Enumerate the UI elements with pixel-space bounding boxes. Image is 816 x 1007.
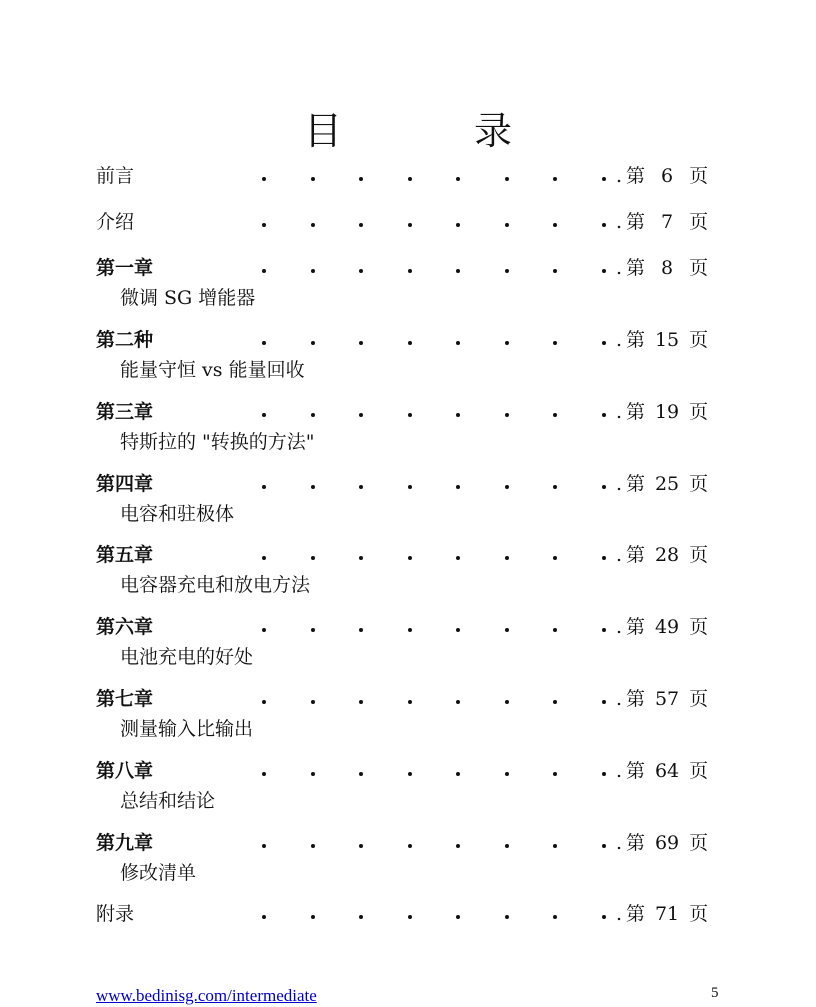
leader-dot-final: . <box>616 211 623 233</box>
toc-entry[interactable] <box>96 473 709 533</box>
page-word-prefix: 第 <box>626 165 646 187</box>
toc-entry-label: 前言 <box>96 165 135 187</box>
leader-dot-final: . <box>616 473 623 495</box>
leader-dot <box>408 700 412 704</box>
leader-dot <box>311 628 315 632</box>
leader-dot <box>602 341 606 345</box>
leader-dot <box>408 844 412 848</box>
leader-dot <box>505 269 509 273</box>
page-word-suffix: 页 <box>689 211 709 233</box>
leader-dot <box>262 556 266 560</box>
leader-dot <box>311 177 315 181</box>
page-word-prefix: 第 <box>626 401 646 423</box>
leader-dot <box>359 700 363 704</box>
leader-dot <box>359 177 363 181</box>
leader-dot <box>408 177 412 181</box>
leader-dot <box>408 628 412 632</box>
page-reference <box>616 211 708 233</box>
page-number-value: 6 <box>661 165 674 187</box>
page-reference <box>616 473 708 495</box>
toc-entry-subtitle: 能量守恒 vs 能量回收 <box>120 359 305 381</box>
page-reference <box>616 903 708 925</box>
leader-dot <box>505 177 509 181</box>
leader-dot <box>505 485 509 489</box>
toc-entry-label: 介绍 <box>96 211 135 233</box>
toc-entry[interactable] <box>96 257 709 317</box>
leader-dot <box>602 485 606 489</box>
leader-dot <box>456 413 460 417</box>
toc-entry-subtitle: 特斯拉的 "转换的方法" <box>120 431 315 453</box>
toc-entry-label: 第九章 <box>96 832 154 854</box>
page-word-prefix: 第 <box>626 688 646 710</box>
dot-leader <box>262 690 612 710</box>
leader-dot <box>408 915 412 919</box>
page-word-prefix: 第 <box>626 329 646 351</box>
toc-entry-label: 第八章 <box>96 760 154 782</box>
leader-dot <box>311 700 315 704</box>
leader-dot <box>602 223 606 227</box>
leader-dot <box>311 269 315 273</box>
leader-dot-final: . <box>616 329 623 351</box>
page-reference <box>616 688 708 710</box>
leader-dot <box>311 223 315 227</box>
dot-leader <box>262 475 612 495</box>
page-reference <box>616 760 708 782</box>
leader-dot <box>311 485 315 489</box>
dot-leader <box>262 618 612 638</box>
leader-dot <box>359 772 363 776</box>
leader-dot <box>262 485 266 489</box>
toc-entry[interactable] <box>96 616 709 676</box>
leader-dot <box>553 177 557 181</box>
page-number-value: 57 <box>654 688 680 710</box>
leader-dot <box>456 915 460 919</box>
leader-dot <box>456 700 460 704</box>
leader-dot <box>456 177 460 181</box>
leader-dot-final: . <box>616 544 623 566</box>
leader-dot <box>553 485 557 489</box>
toc-entry[interactable] <box>96 760 709 820</box>
leader-dot <box>262 269 266 273</box>
page-number-value: 28 <box>654 544 680 566</box>
page-number-value: 64 <box>654 760 680 782</box>
page-reference <box>616 616 708 638</box>
leader-dot <box>262 844 266 848</box>
footer-link[interactable]: www.bedinisg.com/intermediate <box>96 986 317 1005</box>
toc-entry-subtitle: 修改清单 <box>120 862 197 884</box>
leader-dot <box>553 700 557 704</box>
leader-dot <box>602 844 606 848</box>
leader-dot <box>359 915 363 919</box>
page-word-prefix: 第 <box>626 616 646 638</box>
leader-dot <box>359 628 363 632</box>
leader-dot <box>408 556 412 560</box>
page-word-suffix: 页 <box>689 165 709 187</box>
page-reference <box>616 544 708 566</box>
leader-dot <box>553 269 557 273</box>
dot-leader <box>262 403 612 423</box>
leader-dot <box>359 485 363 489</box>
page-word-suffix: 页 <box>689 616 709 638</box>
page-reference <box>616 329 708 351</box>
leader-dot <box>553 556 557 560</box>
page-number-value: 7 <box>661 211 674 233</box>
leader-dot <box>553 915 557 919</box>
leader-dot <box>553 413 557 417</box>
toc-entry-subtitle: 电容和驻极体 <box>120 503 235 525</box>
leader-dot <box>408 772 412 776</box>
leader-dot-final: . <box>616 165 623 187</box>
toc-entry[interactable] <box>96 903 709 963</box>
dot-leader <box>262 546 612 566</box>
toc-entry-subtitle: 测量输入比输出 <box>120 718 254 740</box>
leader-dot <box>602 628 606 632</box>
leader-dot <box>505 413 509 417</box>
leader-dot <box>456 341 460 345</box>
page-word-suffix: 页 <box>689 903 709 925</box>
page-word-prefix: 第 <box>626 211 646 233</box>
page-number-value: 8 <box>661 257 674 279</box>
leader-dot <box>456 223 460 227</box>
leader-dot <box>359 269 363 273</box>
dot-leader <box>262 167 612 187</box>
leader-dot <box>408 223 412 227</box>
page-word-suffix: 页 <box>689 832 709 854</box>
leader-dot <box>311 844 315 848</box>
leader-dot <box>505 844 509 848</box>
leader-dot <box>505 700 509 704</box>
leader-dot <box>553 628 557 632</box>
page-number-value: 69 <box>654 832 680 854</box>
leader-dot <box>359 556 363 560</box>
leader-dot <box>505 915 509 919</box>
page-number-value: 19 <box>654 401 680 423</box>
leader-dot <box>359 413 363 417</box>
toc-entry-label: 第一章 <box>96 257 154 279</box>
leader-dot <box>553 844 557 848</box>
toc-entry-label: 第三章 <box>96 401 154 423</box>
leader-dot <box>262 915 266 919</box>
leader-dot <box>311 915 315 919</box>
leader-dot <box>311 556 315 560</box>
dot-leader <box>262 834 612 854</box>
leader-dot <box>408 341 412 345</box>
leader-dot <box>408 269 412 273</box>
page-word-prefix: 第 <box>626 257 646 279</box>
dot-leader <box>262 213 612 233</box>
leader-dot <box>359 844 363 848</box>
leader-dot <box>311 341 315 345</box>
leader-dot <box>553 772 557 776</box>
leader-dot <box>456 485 460 489</box>
page-word-prefix: 第 <box>626 760 646 782</box>
leader-dot <box>553 341 557 345</box>
page-word-suffix: 页 <box>689 544 709 566</box>
leader-dot <box>602 269 606 273</box>
leader-dot <box>456 772 460 776</box>
leader-dot <box>359 223 363 227</box>
toc-entry-subtitle: 微调 SG 增能器 <box>120 287 256 309</box>
page-reference <box>616 401 708 423</box>
leader-dot-final: . <box>616 401 623 423</box>
leader-dot <box>262 700 266 704</box>
leader-dot <box>602 556 606 560</box>
leader-dot <box>456 844 460 848</box>
page-word-prefix: 第 <box>626 544 646 566</box>
leader-dot <box>262 772 266 776</box>
leader-dot <box>505 772 509 776</box>
toc-entry[interactable] <box>96 544 709 604</box>
page-word-suffix: 页 <box>689 329 709 351</box>
page-word-suffix: 页 <box>689 688 709 710</box>
leader-dot <box>505 556 509 560</box>
leader-dot <box>602 772 606 776</box>
leader-dot <box>311 772 315 776</box>
leader-dot <box>505 628 509 632</box>
leader-dot <box>262 223 266 227</box>
toc-entry-label: 第四章 <box>96 473 154 495</box>
toc-entry-subtitle: 总结和结论 <box>120 790 216 812</box>
leader-dot <box>262 177 266 181</box>
leader-dot <box>553 223 557 227</box>
leader-dot <box>602 700 606 704</box>
toc-entry-label: 第二种 <box>96 329 154 351</box>
dot-leader <box>262 905 612 925</box>
toc-entry[interactable] <box>96 688 709 748</box>
page-word-suffix: 页 <box>689 257 709 279</box>
page-word-prefix: 第 <box>626 473 646 495</box>
toc-entry-subtitle: 电容器充电和放电方法 <box>120 574 311 596</box>
leader-dot <box>456 556 460 560</box>
leader-dot-final: . <box>616 832 623 854</box>
leader-dot <box>456 269 460 273</box>
dot-leader <box>262 762 612 782</box>
leader-dot <box>505 223 509 227</box>
toc-entry-label: 附录 <box>96 903 135 925</box>
toc-entry-label: 第五章 <box>96 544 154 566</box>
leader-dot <box>408 413 412 417</box>
leader-dot <box>456 628 460 632</box>
page-number-value: 25 <box>654 473 680 495</box>
leader-dot-final: . <box>616 688 623 710</box>
page-word-suffix: 页 <box>689 473 709 495</box>
leader-dot <box>359 341 363 345</box>
page-reference <box>616 257 708 279</box>
toc-entry-label: 第七章 <box>96 688 154 710</box>
leader-dot <box>602 413 606 417</box>
dot-leader <box>262 259 612 279</box>
page-number-value: 15 <box>654 329 680 351</box>
leader-dot <box>602 177 606 181</box>
toc-entry[interactable] <box>96 401 709 461</box>
leader-dot <box>408 485 412 489</box>
page-word-suffix: 页 <box>689 760 709 782</box>
leader-dot-final: . <box>616 760 623 782</box>
leader-dot <box>505 341 509 345</box>
page-number-value: 49 <box>654 616 680 638</box>
page-number: 5 <box>711 985 719 1001</box>
toc-entry-label: 第六章 <box>96 616 154 638</box>
toc-entry-subtitle: 电池充电的好处 <box>120 646 254 668</box>
leader-dot <box>262 413 266 417</box>
leader-dot <box>602 915 606 919</box>
page-reference <box>616 832 708 854</box>
page-number-value: 71 <box>654 903 680 925</box>
page-word-prefix: 第 <box>626 832 646 854</box>
leader-dot-final: . <box>616 257 623 279</box>
toc-entry[interactable] <box>96 329 709 389</box>
leader-dot <box>262 628 266 632</box>
leader-dot-final: . <box>616 903 623 925</box>
page-word-prefix: 第 <box>626 903 646 925</box>
leader-dot <box>311 413 315 417</box>
toc-entry[interactable] <box>96 832 709 892</box>
page-reference <box>616 165 708 187</box>
dot-leader <box>262 331 612 351</box>
page-word-suffix: 页 <box>689 401 709 423</box>
leader-dot-final: . <box>616 616 623 638</box>
page-title: 目 录 <box>303 109 573 153</box>
leader-dot <box>262 341 266 345</box>
